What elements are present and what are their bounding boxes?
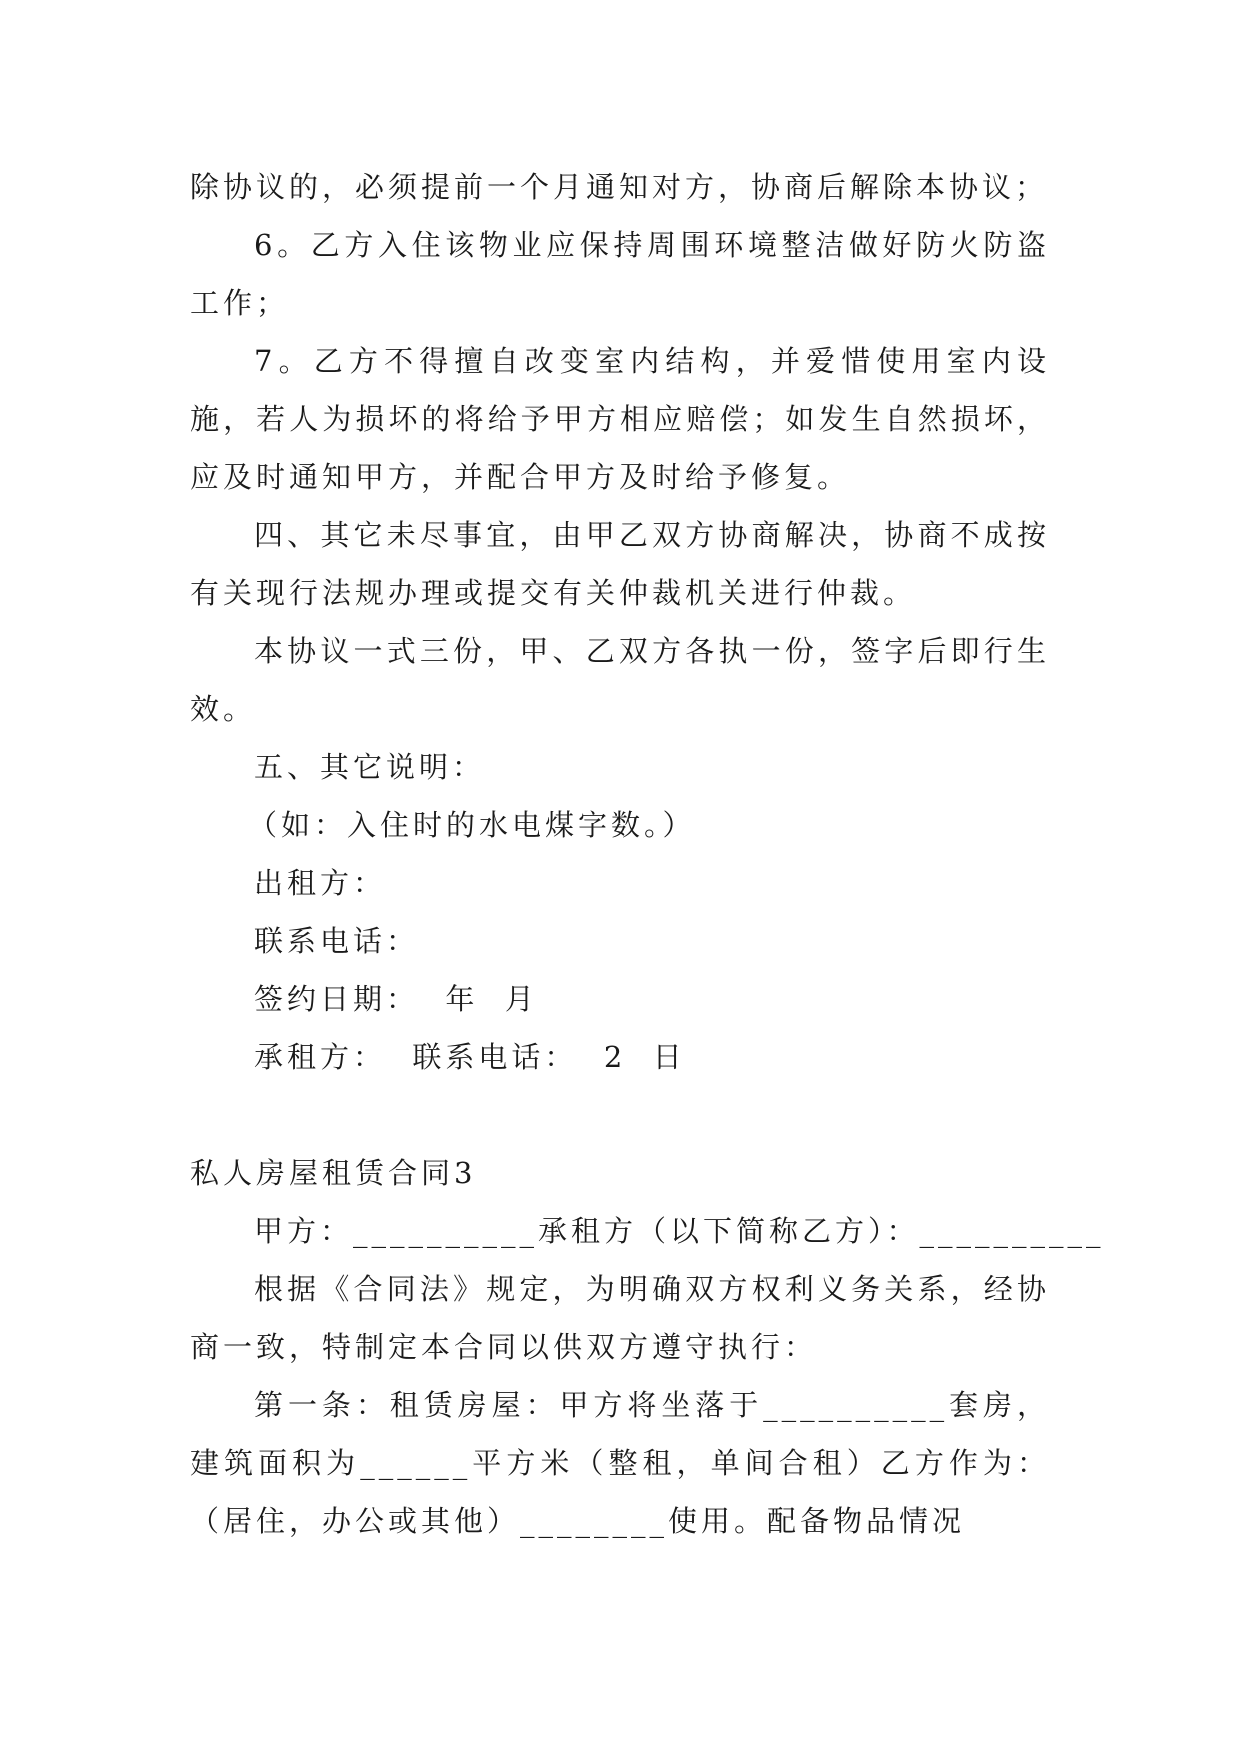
paragraph-preamble: 根据《合同法》规定，为明确双方权利义务关系，经协商一致，特制定本合同以供双方遵守执行： <box>190 1272 1050 1364</box>
paragraph-article-1: 第一条：租赁房屋：甲方将坐落于__________套房，建筑面积为______平方米（整租，单间合租）乙方作为：（居住，办公或其他）________使用。配备物品情况 <box>190 1388 1050 1538</box>
paragraph-copies: 本协议一式三份，甲、乙双方各执一份，签字后即行生效。 <box>190 634 1050 726</box>
lessee-label: 承租方： 联系电话： 2 日 <box>254 1040 686 1074</box>
paragraph-section-5: 五、其它说明： <box>254 750 486 784</box>
document-page <box>190 158 1105 1550</box>
sign-date-label: 签约日期： 年 月 <box>254 982 538 1016</box>
paragraph-clause-6: 6。乙方入住该物业应保持周围环境整洁做好防火防盗工作； <box>190 228 1050 320</box>
parties-line: 甲方：__________承租方（以下简称乙方）：__________ <box>254 1214 1105 1248</box>
paragraph-clause-7: 7。乙方不得擅自改变室内结构，并爱惜使用室内设施，若人为损坏的将给予甲方相应赔偿；如发生自然损坏，应及时通知甲方，并配合甲方及时给予修复。 <box>190 344 1050 494</box>
contract-3-title: 私人房屋租赁合同3 <box>190 1156 477 1190</box>
paragraph-example-note: （如：入住时的水电煤字数。） <box>248 808 696 842</box>
paragraph-termination-notice: 除协议的，必须提前一个月通知对方，协商后解除本协议； <box>190 170 1049 204</box>
section-gap <box>190 1086 1050 1144</box>
phone-label: 联系电话： <box>254 924 420 958</box>
lessor-label: 出租方： <box>254 866 387 900</box>
paragraph-section-4: 四、其它未尽事宜，由甲乙双方协商解决，协商不成按有关现行法规办理或提交有关仲裁机关进行仲裁。 <box>190 518 1050 610</box>
